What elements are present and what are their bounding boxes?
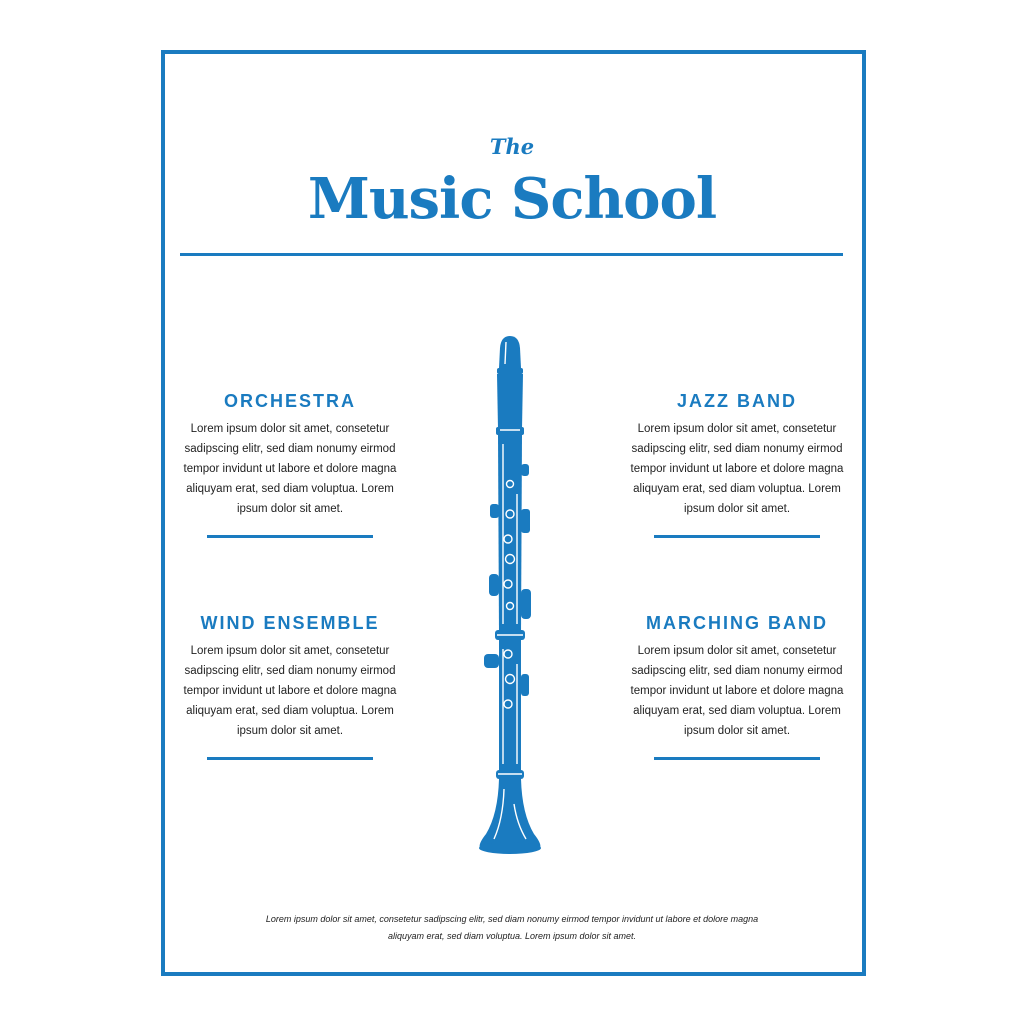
section-divider [207,757,373,760]
title-divider [180,253,843,256]
section-heading: JAZZ BAND [677,391,797,411]
section-heading: ORCHESTRA [223,391,356,411]
section-orchestra [170,389,410,538]
section-body: Lorem ipsum dolor sit amet, consetetur sadipscing elitr, sed diam nonumy eirmod tempor invidunt ut labore et dolore magna aliquyam erat, sed diam voluptua. Lorem ipsum dolor sit amet. [183,645,397,737]
section-wind-ensemble [170,611,410,760]
section-body: Lorem ipsum dolor sit amet, consetetur sadipscing elitr, sed diam nonumy eirmod tempor invidunt ut labore et dolore magna aliquyam erat, sed diam voluptua. Lorem ipsum dolor sit amet. [630,645,844,737]
footer-note: Lorem ipsum dolor sit amet, consetetur sadipscing elitr, sed diam nonumy eirmod tempor invidunt ut labore et dolore magna aliquyam erat, sed diam voluptua. Lorem ipsum dolor sit amet. [265,914,759,941]
section-marching-band [617,611,857,760]
section-divider [654,535,820,538]
title-article: The [489,134,535,159]
section-body: Lorem ipsum dolor sit amet, consetetur sadipscing elitr, sed diam nonumy eirmod tempor invidunt ut labore et dolore magna aliquyam erat, sed diam voluptua. Lorem ipsum dolor sit amet. [630,423,844,515]
section-divider [654,757,820,760]
section-body: Lorem ipsum dolor sit amet, consetetur sadipscing elitr, sed diam nonumy eirmod tempor invidunt ut labore et dolore magna aliquyam erat, sed diam voluptua. Lorem ipsum dolor sit amet. [183,423,397,515]
page-title: Music School [307,166,717,232]
section-heading: MARCHING BAND [646,613,828,633]
section-jazz-band [617,389,857,538]
clarinet-icon [470,334,550,859]
section-heading: WIND ENSEMBLE [200,613,380,633]
section-divider [207,535,373,538]
